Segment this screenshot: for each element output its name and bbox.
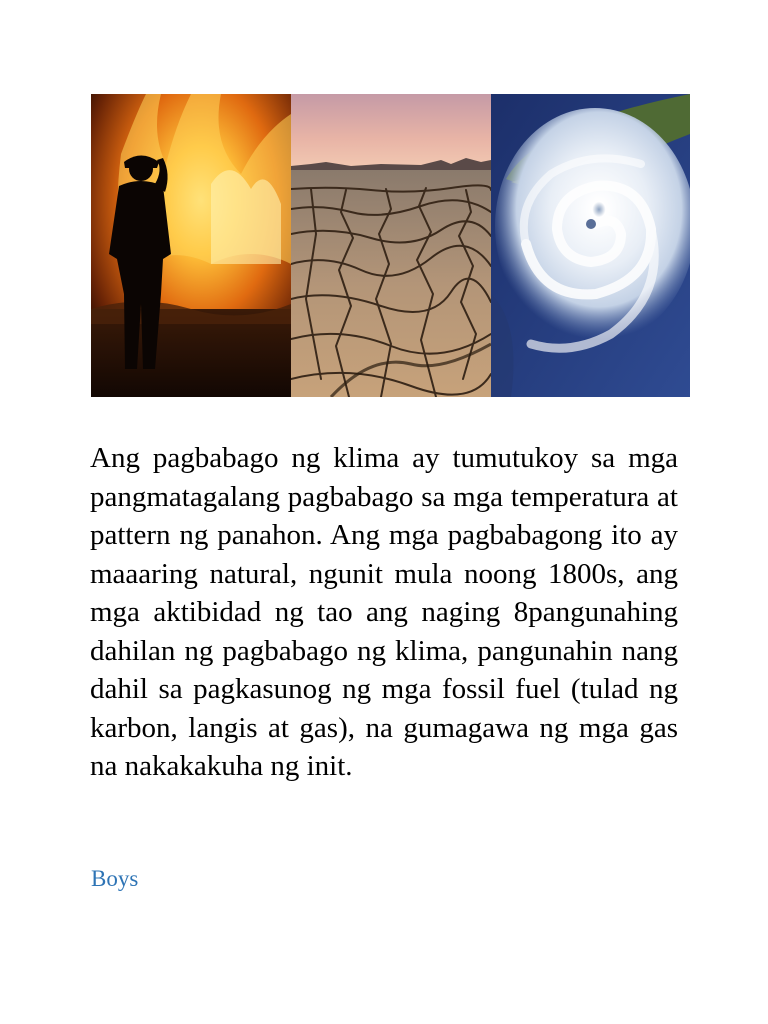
boys-link[interactable]: Boys — [91, 866, 139, 891]
climate-image-collage — [91, 94, 690, 397]
drought-cracked-earth-image — [291, 94, 491, 397]
hurricane-satellite-image — [491, 94, 690, 397]
climate-change-paragraph: Ang pagbabago ng klima ay tumutukoy sa mga pangmatagalang pagbabago sa mga temperatura at pattern ng panahon. Ang mga pagbabagong ito ay maaaring natural, ngunit mula noong 1800s, ang mga aktibidad ng tao ang naging 8pangunahing dahilan ng pagbabago ng klima, pangunahin nang dahil sa pagkasunog ng mga fossil fuel (tulad ng karbon, langis at gas), na gumagawa ng mga gas na nakakakuha ng init. — [90, 442, 678, 782]
wildfire-firefighter-image — [91, 94, 291, 397]
